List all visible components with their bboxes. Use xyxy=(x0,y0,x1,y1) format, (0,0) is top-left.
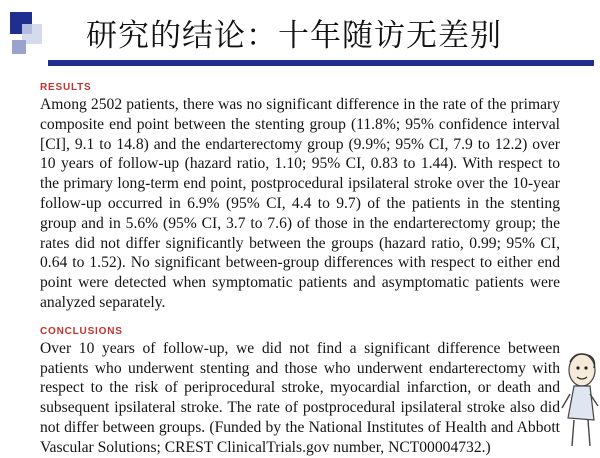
conclusions-paragraph: Over 10 years of follow-up, we did not find a significant difference between patients who underwent stenting and those who underwent endarterectomy with respect to the risk of periprocedural stroke, myocardial infarction, or death and subsequent ipsilateral stroke. The rate of postprocedural ipsilateral stroke also did not differ between groups. (Funded by the National Institutes of Health and Abbott Vascular Solutions; CREST ClinicalTrials.gov number, NCT00004732.) xyxy=(40,339,560,456)
accent-square-mid xyxy=(12,40,26,54)
cartoon-figure-icon xyxy=(560,348,600,450)
title-accent-squares xyxy=(10,4,46,66)
title-underline-bar xyxy=(48,60,594,66)
results-heading: RESULTS xyxy=(40,82,92,93)
slide-title: 研究的结论：十年随访无差别 xyxy=(86,18,502,54)
slide-header xyxy=(0,0,600,72)
conclusions-heading: CONCLUSIONS xyxy=(40,325,123,337)
results-paragraph: Among 2502 patients, there was no significant difference in the rate of the primary composite end point between the stenting group (11.8%; 95% confidence interval [CI], 9.1 to 14.8) and the endarterectomy group (9.9%; 95% CI, 7.9 to 12.2) over 10 years of follow-up (hazard ratio, 1.10; 95% CI, 0.83 to 1.44). With respect to the primary long-term end point, postprocedural ipsilateral stroke over the 10-year follow-up occurred in 6.9% (95% CI, 4.4 to 9.7) of the patients in the stenting group and in 5.6% (95% CI, 3.7 to 7.6) of those in the endarterectomy group; the rates did not differ significantly between the groups (hazard ratio, 0.99; 95% CI, 0.64 to 1.52). No significant between-group differences with respect to either end point were detected when symptomatic patients and asymptomatic patients were analyzed separately. xyxy=(40,96,560,311)
abstract-excerpt xyxy=(40,74,560,458)
